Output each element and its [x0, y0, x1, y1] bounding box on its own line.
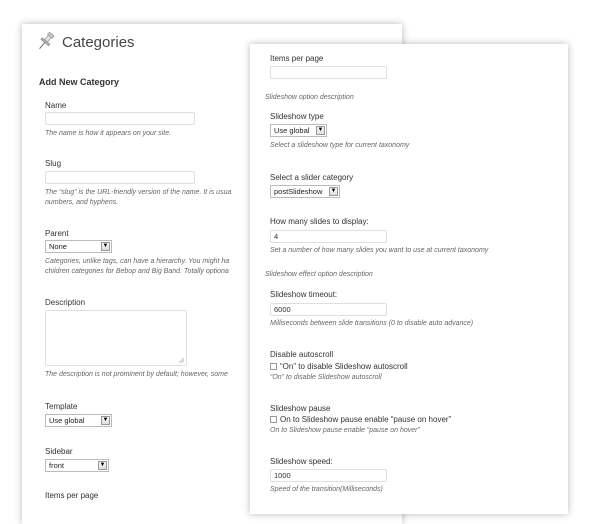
slideshow-speed-help-text: Speed of the transition(Milliseconds) — [270, 486, 383, 493]
slideshow-pause-label: Slideshow pause — [270, 404, 331, 413]
parent-select-value: None — [49, 242, 67, 251]
slug-help-line2: numbers, and hyphens. — [45, 199, 119, 206]
slides-count-label: How many slides to display: — [270, 217, 369, 226]
slideshow-pause-help-text: On to Slideshow pause enable “pause on hover” — [270, 427, 420, 434]
slideshow-timeout-help-text: Milliseconds between slide transitions (0 to disable auto advance) — [270, 320, 474, 327]
chevron-down-icon: ▼ — [102, 417, 109, 423]
disable-autoscroll-label: Disable autoscroll — [270, 350, 334, 359]
items-per-page-input[interactable] — [270, 66, 387, 79]
slideshow-speed-input[interactable]: 1000 — [270, 469, 387, 482]
chevron-down-icon: ▼ — [99, 462, 106, 468]
description-label: Description — [45, 298, 86, 307]
slideshow-type-select-value: Use global — [274, 126, 310, 135]
slideshow-option-description: Slideshow option description — [265, 94, 354, 101]
items-per-page-label: Items per page — [45, 491, 99, 500]
template-select-value: Use global — [49, 416, 85, 425]
disable-autoscroll-help-text: “On” to disable Slideshow autoscroll — [270, 374, 382, 381]
chevron-down-icon: ▼ — [102, 243, 109, 249]
template-label: Template — [45, 402, 78, 411]
slides-count-help-text: Set a number of how many slides you want to use at current taxonomy — [270, 247, 489, 254]
slideshow-effect-option-description: Slideshow effect option description — [265, 271, 373, 278]
slideshow-type-select[interactable] — [270, 124, 327, 137]
parent-help-line1: Categories, unlike tags, can have a hierarchy. You might ha — [45, 258, 230, 265]
name-help-text: The name is how it appears on your site. — [45, 130, 172, 137]
slider-category-select[interactable] — [270, 185, 340, 198]
name-label: Name — [45, 101, 67, 110]
name-input[interactable] — [45, 112, 195, 125]
slideshow-type-help-text: Select a slideshow type for current taxonomy — [270, 142, 410, 149]
items-per-page-label: Items per page — [270, 54, 324, 63]
slideshow-timeout-input[interactable]: 6000 — [270, 303, 387, 316]
pushpin-icon — [35, 30, 57, 52]
sidebar-label: Sidebar — [45, 447, 73, 456]
disable-autoscroll-checkbox[interactable] — [270, 363, 277, 370]
slug-input[interactable] — [45, 171, 195, 184]
slides-count-input[interactable]: 4 — [270, 230, 387, 243]
chevron-down-icon: ▼ — [330, 188, 337, 194]
chevron-down-icon: ▼ — [317, 127, 324, 133]
sidebar-select-value: front — [49, 461, 65, 470]
parent-select[interactable] — [45, 240, 112, 253]
description-textarea[interactable] — [45, 310, 187, 366]
disable-autoscroll-checkbox-label[interactable]: “On” to disable Slideshow autoscroll — [280, 362, 408, 371]
slider-category-select-value: postSlideshow — [274, 187, 323, 196]
slug-label: Slug — [45, 159, 62, 168]
description-help-text: The description is not prominent by default; however, some — [45, 371, 228, 378]
resize-handle[interactable] — [179, 358, 184, 363]
slideshow-timeout-label: Slideshow timeout: — [270, 290, 338, 299]
slideshow-pause-checkbox-label[interactable]: On to Slideshow pause enable “pause on hover” — [280, 415, 452, 424]
parent-help-line2: children categories for Bebop and Big Band. Totally optiona — [45, 268, 229, 275]
slug-help-line1: The “slug” is the URL-friendly version of the name. It is usua — [45, 189, 232, 196]
slideshow-speed-label: Slideshow speed: — [270, 457, 333, 466]
parent-label: Parent — [45, 229, 69, 238]
slideshow-type-label: Slideshow type — [270, 112, 324, 121]
page-title: Categories — [62, 34, 135, 51]
template-select[interactable] — [45, 414, 112, 427]
add-new-category-heading: Add New Category — [39, 77, 120, 87]
slider-category-label: Select a slider category — [270, 173, 354, 182]
slideshow-options-panel — [250, 44, 568, 514]
slideshow-pause-checkbox[interactable] — [270, 416, 277, 423]
sidebar-select[interactable] — [45, 459, 109, 472]
